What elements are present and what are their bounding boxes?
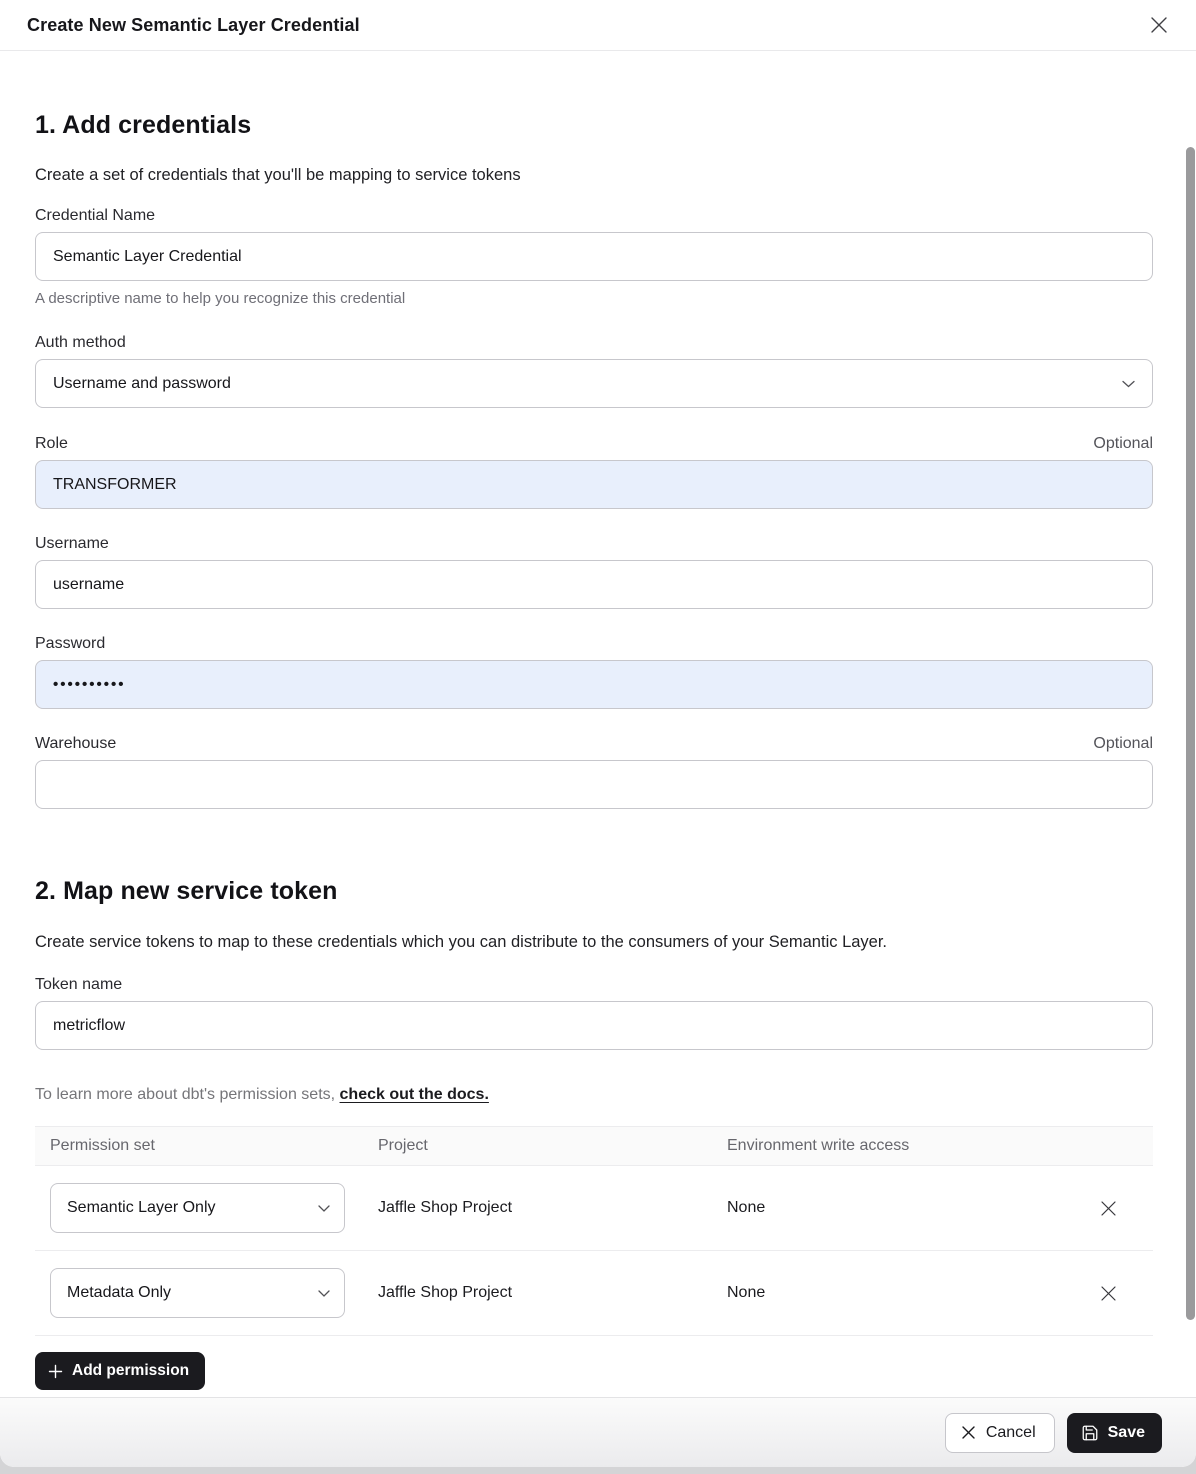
permission-set-select[interactable] bbox=[50, 1268, 345, 1318]
col-header-project: Project bbox=[378, 1137, 428, 1154]
close-icon bbox=[1099, 1199, 1118, 1218]
section1-description: Create a set of credentials that you'll be mapping to service tokens bbox=[35, 166, 521, 184]
docs-link[interactable]: check out the docs. bbox=[339, 1086, 489, 1103]
plus-icon bbox=[48, 1364, 63, 1379]
env-write-access-cell: None bbox=[727, 1284, 766, 1301]
table-row bbox=[35, 1251, 1153, 1336]
token-name-label: Token name bbox=[35, 976, 123, 993]
modal-title: Create New Semantic Layer Credential bbox=[27, 14, 360, 35]
close-button[interactable] bbox=[1144, 10, 1174, 40]
docs-line-prefix: To learn more about dbt's permission sets, bbox=[35, 1086, 340, 1103]
credential-name-label: Credential Name bbox=[35, 207, 156, 224]
role-field-group bbox=[35, 435, 1153, 509]
col-header-permission-set: Permission set bbox=[50, 1137, 155, 1154]
chevron-down-icon bbox=[318, 1205, 330, 1212]
credential-name-input[interactable] bbox=[35, 232, 1153, 281]
remove-permission-button[interactable] bbox=[1093, 1193, 1123, 1223]
table-row bbox=[35, 1166, 1153, 1251]
warehouse-label: Warehouse bbox=[35, 735, 117, 752]
username-label: Username bbox=[35, 535, 109, 552]
save-button[interactable] bbox=[1067, 1413, 1162, 1453]
section1-heading: 1. Add credentials bbox=[35, 111, 252, 139]
project-cell: Jaffle Shop Project bbox=[378, 1199, 513, 1216]
permissions-table-header bbox=[35, 1126, 1153, 1166]
token-name-input[interactable] bbox=[35, 1001, 1153, 1050]
cancel-button[interactable] bbox=[945, 1413, 1055, 1453]
password-label: Password bbox=[35, 635, 106, 652]
token-name-field-group bbox=[35, 976, 1153, 1050]
modal-header bbox=[0, 0, 1196, 51]
chevron-down-icon bbox=[318, 1290, 330, 1297]
role-input[interactable] bbox=[35, 460, 1153, 509]
username-input[interactable] bbox=[35, 560, 1153, 609]
add-permission-label: Add permission bbox=[72, 1362, 190, 1379]
auth-method-selected-value: Username and password bbox=[53, 374, 231, 392]
env-write-access-cell: None bbox=[727, 1199, 766, 1216]
close-icon bbox=[1148, 14, 1170, 36]
permission-set-select[interactable] bbox=[50, 1183, 345, 1233]
username-field-group bbox=[35, 535, 1153, 609]
auth-method-field-group bbox=[35, 334, 1153, 408]
permission-set-selected-value: Semantic Layer Only bbox=[67, 1199, 216, 1216]
scrollbar-thumb[interactable] bbox=[1186, 147, 1195, 1320]
remove-permission-button[interactable] bbox=[1093, 1278, 1123, 1308]
credential-name-helper: A descriptive name to help you recognize this credential bbox=[35, 290, 406, 307]
auth-method-label: Auth method bbox=[35, 334, 126, 351]
role-label: Role bbox=[35, 435, 68, 452]
project-cell: Jaffle Shop Project bbox=[378, 1284, 513, 1301]
password-input[interactable] bbox=[35, 660, 1153, 709]
modal-footer bbox=[0, 1397, 1196, 1467]
permissions-table bbox=[35, 1126, 1153, 1336]
warehouse-optional-tag: Optional bbox=[1093, 735, 1153, 752]
permission-docs-line bbox=[35, 1086, 1153, 1104]
add-permission-button[interactable] bbox=[35, 1352, 205, 1390]
section2-description: Create service tokens to map to these credentials which you can distribute to the consumers of your Semantic Layer. bbox=[35, 933, 888, 951]
save-disk-icon bbox=[1081, 1424, 1099, 1442]
section2-heading: 2. Map new service token bbox=[35, 877, 338, 905]
save-label: Save bbox=[1107, 1423, 1145, 1441]
modal-content bbox=[0, 111, 1196, 1390]
credential-name-field-group bbox=[35, 207, 1153, 307]
col-header-env-write-access: Environment write access bbox=[727, 1137, 910, 1154]
auth-method-select[interactable] bbox=[35, 359, 1153, 408]
permission-set-selected-value: Metadata Only bbox=[67, 1284, 172, 1301]
cancel-label: Cancel bbox=[985, 1423, 1036, 1441]
chevron-down-icon bbox=[1122, 380, 1135, 388]
warehouse-input[interactable] bbox=[35, 760, 1153, 809]
password-field-group bbox=[35, 635, 1153, 709]
warehouse-field-group bbox=[35, 735, 1153, 809]
close-icon bbox=[1099, 1284, 1118, 1303]
role-optional-tag: Optional bbox=[1093, 435, 1153, 452]
close-icon bbox=[960, 1424, 977, 1441]
